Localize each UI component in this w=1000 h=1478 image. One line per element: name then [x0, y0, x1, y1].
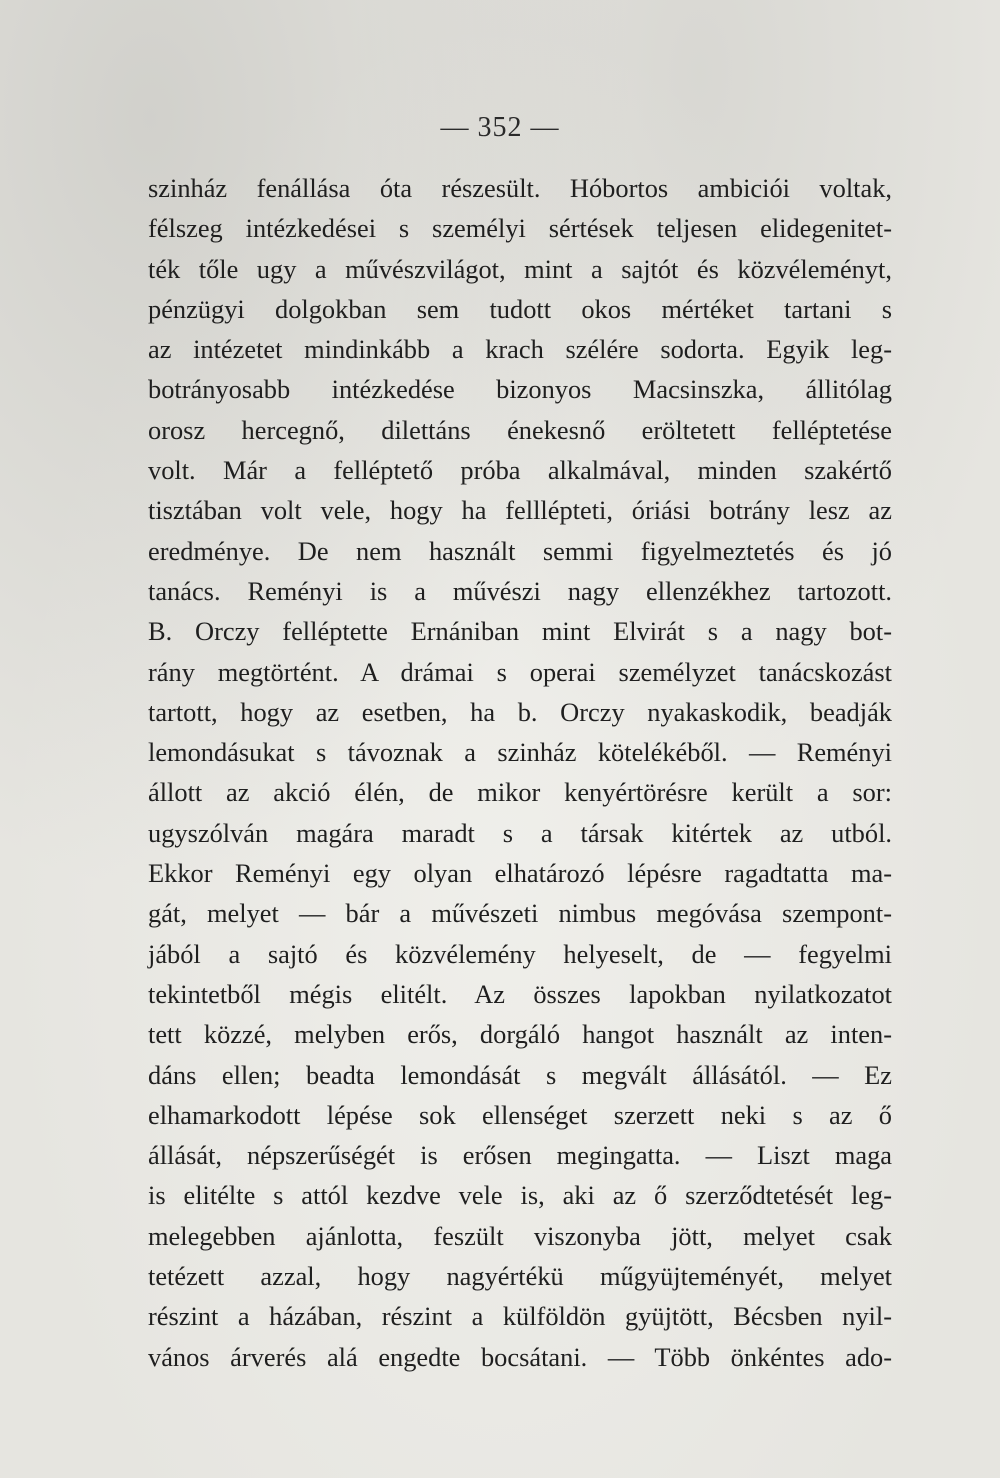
text-line: gát, melyet — bár a művészeti nimbus megóvása szempont- — [148, 898, 892, 929]
body-text — [148, 168, 892, 1377]
text-line: botrányosabb intézkedése bizonyos Macsinszka, állitólag — [148, 374, 892, 405]
text-line: tetézett azzal, hogy nagyértékü műgyüjteményét, melyet — [148, 1261, 892, 1292]
text-line: tanács. Reményi is a művészi nagy ellenzékhez tartozott. — [148, 575, 892, 606]
text-line: tisztában volt vele, hogy ha felllépteti, óriási botrány lesz az — [148, 495, 892, 526]
text-line: is elitélte s attól kezdve vele is, aki az ő szerződtetését leg- — [148, 1180, 892, 1211]
text-line: tartott, hogy az esetben, ha b. Orczy nyakaskodik, beadják — [148, 696, 892, 727]
text-line: dáns ellen; beadta lemondását s megvált állásától. — Ez — [148, 1059, 892, 1090]
text-line: Ekkor Reményi egy olyan elhatározó lépésre ragadtatta ma- — [148, 858, 892, 889]
text-line: lemondásukat s távoznak a szinház kötelékéből. — Reményi — [148, 737, 892, 768]
text-line: állott az akció élén, de mikor kenyértörésre került a sor: — [148, 777, 892, 808]
text-line: B. Orczy felléptette Ernániban mint Elvirát s a nagy bot- — [148, 616, 892, 647]
text-line: eredménye. De nem használt semmi figyelmeztetés és jó — [148, 535, 892, 566]
text-line: ugyszólván magára maradt s a társak kitértek az utból. — [148, 817, 892, 848]
text-line: elhamarkodott lépése sok ellenséget szerzett neki s az ő — [148, 1099, 892, 1130]
text-line: orosz hercegnő, dilettáns énekesnő eröltetett felléptetése — [148, 414, 892, 445]
text-line: tekintetből mégis elitélt. Az összes lapokban nyilatkozatot — [148, 978, 892, 1009]
page-number: — 352 — — [440, 112, 560, 143]
text-line: szinház fenállása óta részesült. Hóbortos ambiciói voltak, — [148, 173, 892, 203]
text-line: vános árverés alá engedte bocsátani. — Több önkéntes ado- — [148, 1341, 892, 1372]
text-line: ték tőle ugy a művészvilágot, mint a sajtót és közvéleményt, — [148, 253, 892, 284]
text-line: volt. Már a felléptető próba alkalmával, minden szakértő — [148, 455, 892, 486]
text-line: pénzügyi dolgokban sem tudott okos mértéket tartani s — [148, 293, 892, 324]
text-line: melegebben ajánlotta, feszült viszonyba jött, melyet csak — [148, 1220, 892, 1251]
text-line: félszeg intézkedései s személyi sértések teljesen elidegenitet- — [148, 213, 892, 244]
text-line: állását, népszerűségét is erősen megingatta. — Liszt maga — [148, 1140, 892, 1171]
text-line: részint a házában, részint a külföldön gyüjtött, Bécsben nyil- — [148, 1301, 892, 1332]
text-line: tett közzé, melyben erős, dorgáló hangot használt az inten- — [148, 1019, 892, 1050]
text-line: jából a sajtó és közvélemény helyeselt, de — fegyelmi — [148, 938, 892, 969]
text-line: rány megtörtént. A drámai s operai személyzet tanácskozást — [148, 656, 892, 687]
text-line: az intézetet mindinkább a krach szélére sodorta. Egyik leg- — [148, 334, 892, 365]
